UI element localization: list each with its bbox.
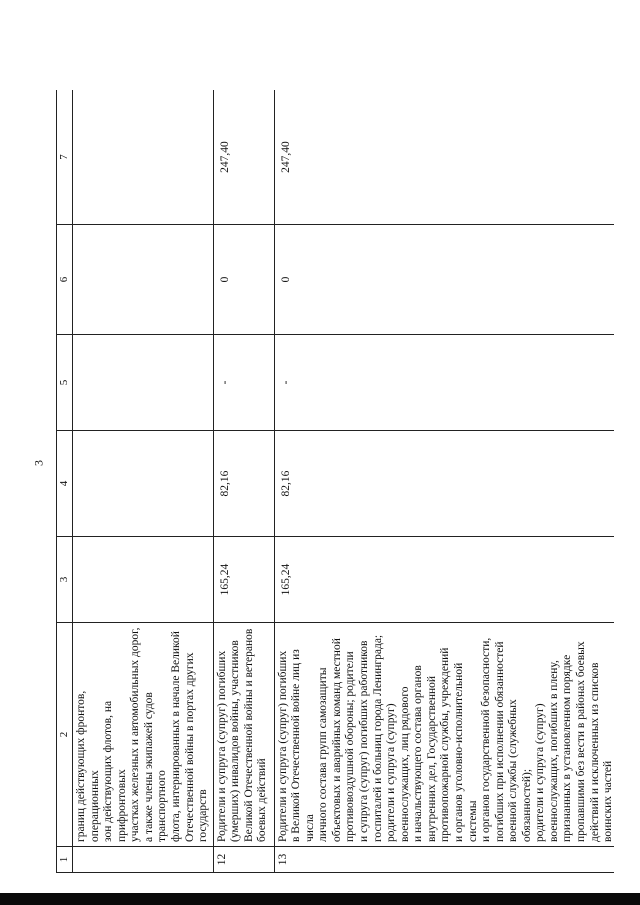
table-row (274, 90, 614, 873)
column-number: 5 (57, 335, 73, 431)
column-number: 2 (57, 623, 73, 847)
cell-col3: 165,24 (213, 537, 274, 623)
cell-col7 (73, 90, 214, 225)
column-number: 1 (57, 847, 73, 873)
column-number-row (57, 90, 73, 873)
column-number: 3 (57, 537, 73, 623)
cell-col5: - (274, 335, 614, 431)
row-number: 12 (213, 847, 274, 873)
column-number: 7 (57, 90, 73, 225)
cell-col3 (73, 537, 214, 623)
row-description: Родители и супруга (супруг) погибших (умерших) инвалидов войны, участников Великой Отечественной войны и ветеранов боевых действий (213, 623, 274, 847)
cell-col4: 82,16 (213, 431, 274, 537)
cell-col6: 0 (213, 225, 274, 335)
cell-col7: 247,40 (213, 90, 274, 225)
cell-col6 (73, 225, 214, 335)
table-area (56, 90, 614, 873)
cell-col5 (73, 335, 214, 431)
cell-col3: 165,24 (274, 537, 614, 623)
cell-col7: 247,40 (274, 90, 614, 225)
table-row (73, 90, 214, 873)
scan-edge-bar (0, 893, 640, 905)
page-number: 3 (31, 460, 46, 466)
row-description: границ действующих фронтов, операционных зон действующих флотов, на прифронтовых участках железных и автомобильных дорог, а также члены экипажей судов транспортного флота, интернированных в начале Великой Отечественной войны в портах других государств (73, 623, 214, 847)
column-number: 4 (57, 431, 73, 537)
rotated-page (56, 90, 614, 873)
cell-col5: - (213, 335, 274, 431)
cell-col6: 0 (274, 225, 614, 335)
row-number (73, 847, 214, 873)
benefits-table (56, 90, 614, 873)
row-description: Родители и супруга (супруг) погибших в Великой Отечественной войне лиц из числа личного состава групп самозащиты объектовых и аварийных команд местной противовоздушной обороны; родители и супруга (супруг) погибших работников госпиталей и больниц города Ленинграда; родители и супруга (супруг) военнослужащих, лиц рядового и начальствующего состава органов внутренних дел, Государственной противопожарной службы, учреждений и органов уголовно-исполнительной системы и органов государственной безопасности, погибших при исполнении обязанностей военной службы (служебных обязанностей); родители и супруга (супруг) военнослужащих, погибших в плену, признанных в установленном порядке пропавшими без вести в районах боевых действий и исключенных из списков воинских частей (274, 623, 614, 847)
cell-col4: 82,16 (274, 431, 614, 537)
cell-col4 (73, 431, 214, 537)
row-number: 13 (274, 847, 614, 873)
table-row (213, 90, 274, 873)
column-number: 6 (57, 225, 73, 335)
